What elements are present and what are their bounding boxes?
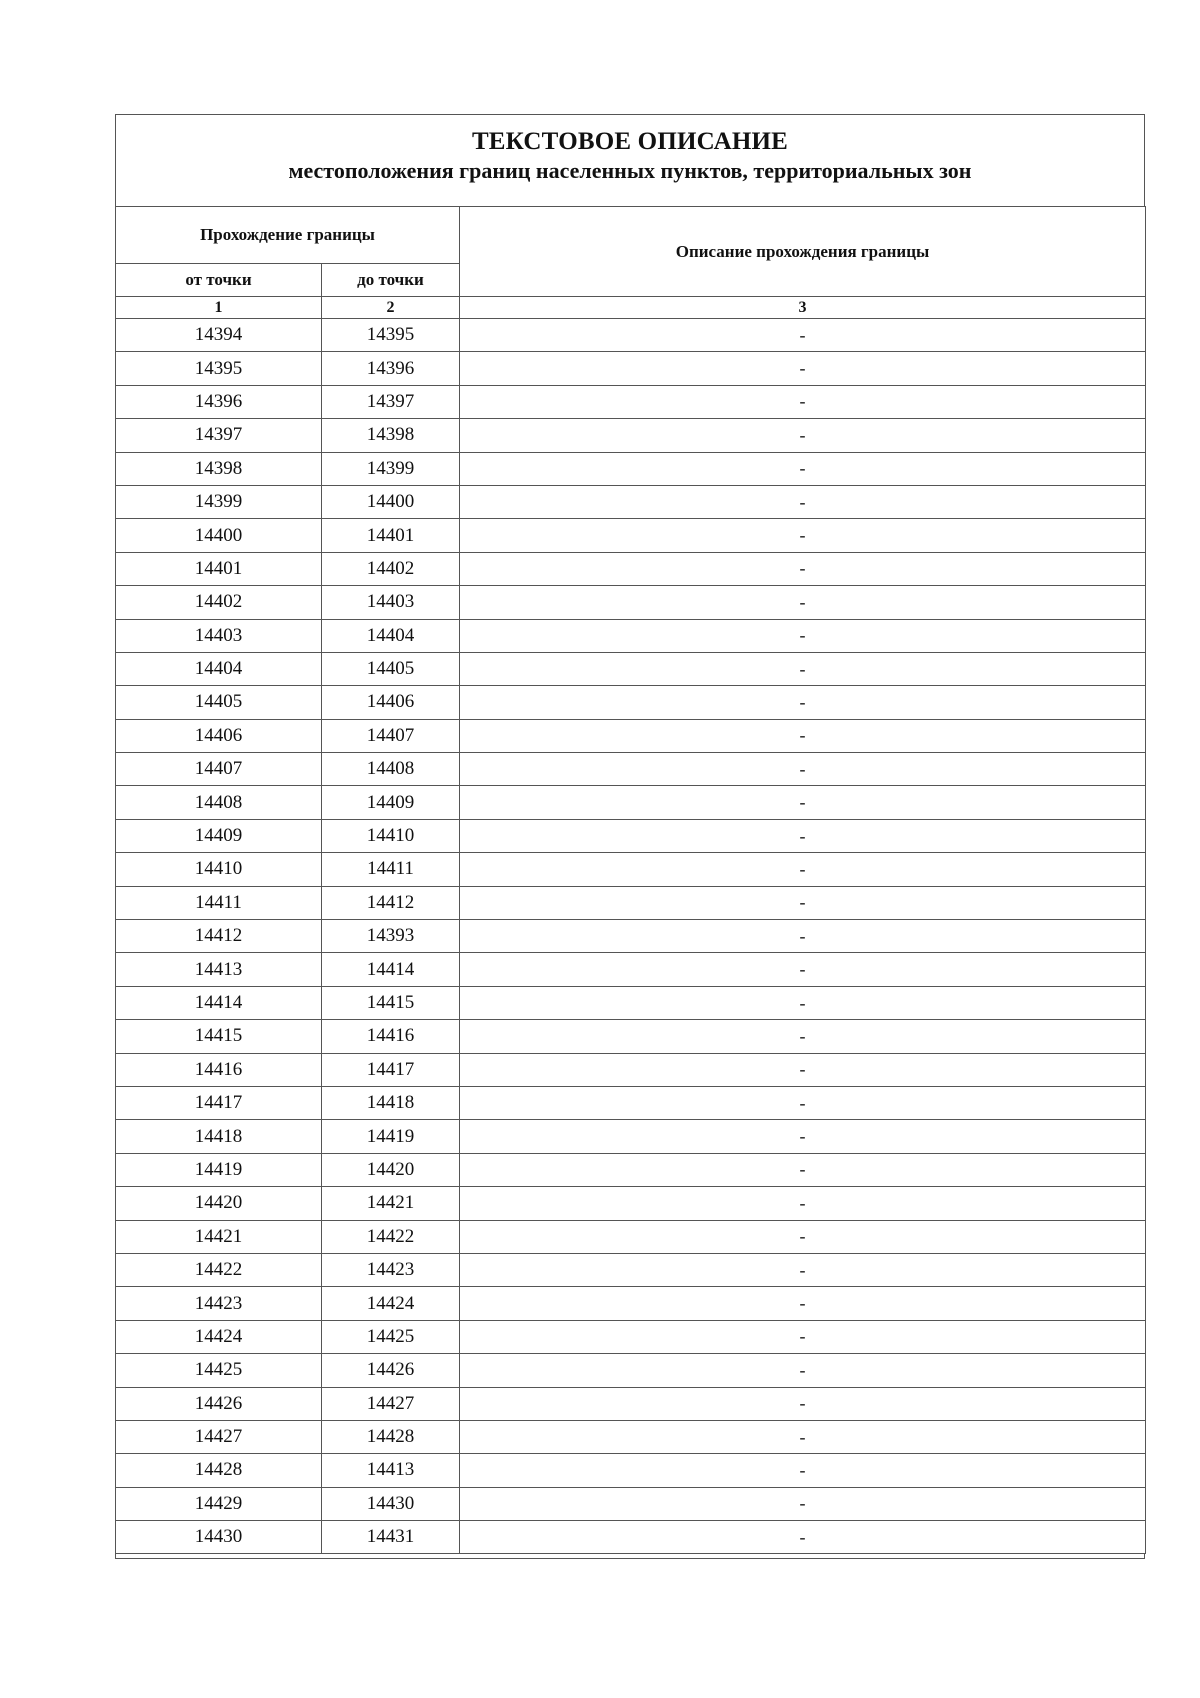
from-point-cell: 14397	[116, 419, 322, 452]
table-row	[116, 786, 1146, 819]
from-point-cell: 14403	[116, 619, 322, 652]
table-row	[116, 1420, 1146, 1453]
from-point-cell: 14395	[116, 352, 322, 385]
boundary-passage-header: Прохождение границы	[116, 207, 460, 264]
to-point-cell: 14424	[322, 1287, 460, 1320]
from-point-cell: 14416	[116, 1053, 322, 1086]
to-point-cell: 14406	[322, 686, 460, 719]
table-row	[116, 319, 1146, 352]
from-point-cell: 14430	[116, 1521, 322, 1554]
description-cell: -	[460, 953, 1146, 986]
to-point-cell: 14400	[322, 485, 460, 518]
from-point-cell: 14415	[116, 1020, 322, 1053]
to-point-cell: 14419	[322, 1120, 460, 1153]
to-point-cell: 14408	[322, 753, 460, 786]
to-point-cell: 14422	[322, 1220, 460, 1253]
description-cell: -	[460, 519, 1146, 552]
to-point-cell: 14401	[322, 519, 460, 552]
from-point-cell: 14412	[116, 920, 322, 953]
table-row	[116, 1220, 1146, 1253]
to-point-cell: 14430	[322, 1487, 460, 1520]
to-point-cell: 14411	[322, 853, 460, 886]
description-cell: -	[460, 352, 1146, 385]
to-point-cell: 14416	[322, 1020, 460, 1053]
table-header	[116, 207, 1146, 319]
to-point-cell: 14403	[322, 586, 460, 619]
description-cell: -	[460, 1120, 1146, 1153]
from-point-cell: 14411	[116, 886, 322, 919]
to-point-cell: 14420	[322, 1153, 460, 1186]
from-point-cell: 14424	[116, 1320, 322, 1353]
from-point-cell: 14423	[116, 1287, 322, 1320]
from-point-cell: 14407	[116, 753, 322, 786]
table-row	[116, 1287, 1146, 1320]
from-point-cell: 14414	[116, 986, 322, 1019]
to-point-cell: 14399	[322, 452, 460, 485]
table-row	[116, 1086, 1146, 1119]
from-point-cell: 14402	[116, 586, 322, 619]
to-point-cell: 14415	[322, 986, 460, 1019]
from-point-cell: 14425	[116, 1354, 322, 1387]
description-header: Описание прохождения границы	[460, 207, 1146, 297]
to-point-cell: 14397	[322, 385, 460, 418]
table-row	[116, 1020, 1146, 1053]
table-row	[116, 1253, 1146, 1286]
from-point-cell: 14409	[116, 819, 322, 852]
table-row	[116, 953, 1146, 986]
to-point-cell: 14396	[322, 352, 460, 385]
to-point-cell: 14412	[322, 886, 460, 919]
table-row	[116, 1120, 1146, 1153]
to-point-cell: 14418	[322, 1086, 460, 1119]
boundary-description-document	[115, 114, 1145, 1559]
from-point-cell: 14405	[116, 686, 322, 719]
to-point-cell: 14407	[322, 719, 460, 752]
description-cell: -	[460, 819, 1146, 852]
to-point-cell: 14414	[322, 953, 460, 986]
from-point-cell: 14401	[116, 552, 322, 585]
table-row	[116, 452, 1146, 485]
table-bottom-rule	[115, 1554, 1145, 1559]
table-row	[116, 586, 1146, 619]
table-row	[116, 719, 1146, 752]
table-row	[116, 1187, 1146, 1220]
from-point-cell: 14420	[116, 1187, 322, 1220]
table-row	[116, 986, 1146, 1019]
to-point-cell: 14426	[322, 1354, 460, 1387]
from-point-cell: 14429	[116, 1487, 322, 1520]
description-cell: -	[460, 786, 1146, 819]
description-cell: -	[460, 586, 1146, 619]
column-number-3: 3	[460, 297, 1146, 319]
from-point-cell: 14427	[116, 1420, 322, 1453]
column-number-1: 1	[116, 297, 322, 319]
from-point-cell: 14417	[116, 1086, 322, 1119]
table-row	[116, 1487, 1146, 1520]
to-point-cell: 14427	[322, 1387, 460, 1420]
boundary-table	[115, 206, 1146, 1554]
table-row	[116, 1053, 1146, 1086]
description-cell: -	[460, 1086, 1146, 1119]
description-cell: -	[460, 385, 1146, 418]
from-point-cell: 14408	[116, 786, 322, 819]
to-point-cell: 14425	[322, 1320, 460, 1353]
to-point-cell: 14404	[322, 619, 460, 652]
description-cell: -	[460, 619, 1146, 652]
title-block	[115, 114, 1145, 206]
description-cell: -	[460, 1020, 1146, 1053]
from-point-cell: 14399	[116, 485, 322, 518]
table-row	[116, 819, 1146, 852]
description-cell: -	[460, 1287, 1146, 1320]
table-row	[116, 652, 1146, 685]
table-row	[116, 385, 1146, 418]
from-point-cell: 14400	[116, 519, 322, 552]
from-point-cell: 14406	[116, 719, 322, 752]
to-point-cell: 14410	[322, 819, 460, 852]
table-row	[116, 1387, 1146, 1420]
to-point-cell: 14398	[322, 419, 460, 452]
to-point-cell: 14428	[322, 1420, 460, 1453]
to-point-cell: 14417	[322, 1053, 460, 1086]
from-point-cell: 14421	[116, 1220, 322, 1253]
description-cell: -	[460, 1420, 1146, 1453]
description-cell: -	[460, 552, 1146, 585]
description-cell: -	[460, 1354, 1146, 1387]
description-cell: -	[460, 1387, 1146, 1420]
to-point-cell: 14393	[322, 920, 460, 953]
document-subtitle: местоположения границ населенных пунктов, территориальных зон	[288, 158, 972, 183]
description-cell: -	[460, 1320, 1146, 1353]
table-row	[116, 1354, 1146, 1387]
from-point-cell: 14413	[116, 953, 322, 986]
table-row	[116, 485, 1146, 518]
description-cell: -	[460, 1521, 1146, 1554]
table-row	[116, 1521, 1146, 1554]
description-cell: -	[460, 1487, 1146, 1520]
description-cell: -	[460, 686, 1146, 719]
from-point-cell: 14428	[116, 1454, 322, 1487]
table-row	[116, 352, 1146, 385]
description-cell: -	[460, 886, 1146, 919]
table-body	[116, 319, 1146, 1554]
from-point-cell: 14410	[116, 853, 322, 886]
description-cell: -	[460, 1053, 1146, 1086]
to-point-cell: 14409	[322, 786, 460, 819]
description-cell: -	[460, 1187, 1146, 1220]
from-point-cell: 14422	[116, 1253, 322, 1286]
to-point-cell: 14423	[322, 1253, 460, 1286]
description-cell: -	[460, 1153, 1146, 1186]
table-row	[116, 853, 1146, 886]
from-point-header: от точки	[116, 264, 322, 297]
description-cell: -	[460, 652, 1146, 685]
from-point-cell: 14404	[116, 652, 322, 685]
from-point-cell: 14426	[116, 1387, 322, 1420]
table-row	[116, 1153, 1146, 1186]
description-cell: -	[460, 986, 1146, 1019]
description-cell: -	[460, 1220, 1146, 1253]
to-point-cell: 14402	[322, 552, 460, 585]
description-cell: -	[460, 319, 1146, 352]
table-row	[116, 1454, 1146, 1487]
to-point-cell: 14395	[322, 319, 460, 352]
document-title: ТЕКСТОВОЕ ОПИСАНИЕ	[471, 128, 789, 155]
to-point-cell: 14421	[322, 1187, 460, 1220]
from-point-cell: 14418	[116, 1120, 322, 1153]
from-point-cell: 14419	[116, 1153, 322, 1186]
description-cell: -	[460, 1454, 1146, 1487]
table-row	[116, 419, 1146, 452]
description-cell: -	[460, 920, 1146, 953]
from-point-cell: 14396	[116, 385, 322, 418]
table-row	[116, 686, 1146, 719]
to-point-cell: 14431	[322, 1521, 460, 1554]
description-cell: -	[460, 719, 1146, 752]
table-row	[116, 619, 1146, 652]
table-row	[116, 1320, 1146, 1353]
column-number-2: 2	[322, 297, 460, 319]
description-cell: -	[460, 419, 1146, 452]
description-cell: -	[460, 452, 1146, 485]
description-cell: -	[460, 753, 1146, 786]
to-point-header: до точки	[322, 264, 460, 297]
table-row	[116, 552, 1146, 585]
table-row	[116, 920, 1146, 953]
table-row	[116, 753, 1146, 786]
description-cell: -	[460, 485, 1146, 518]
from-point-cell: 14394	[116, 319, 322, 352]
table-row	[116, 519, 1146, 552]
table-row	[116, 886, 1146, 919]
description-cell: -	[460, 853, 1146, 886]
description-cell: -	[460, 1253, 1146, 1286]
to-point-cell: 14405	[322, 652, 460, 685]
to-point-cell: 14413	[322, 1454, 460, 1487]
from-point-cell: 14398	[116, 452, 322, 485]
